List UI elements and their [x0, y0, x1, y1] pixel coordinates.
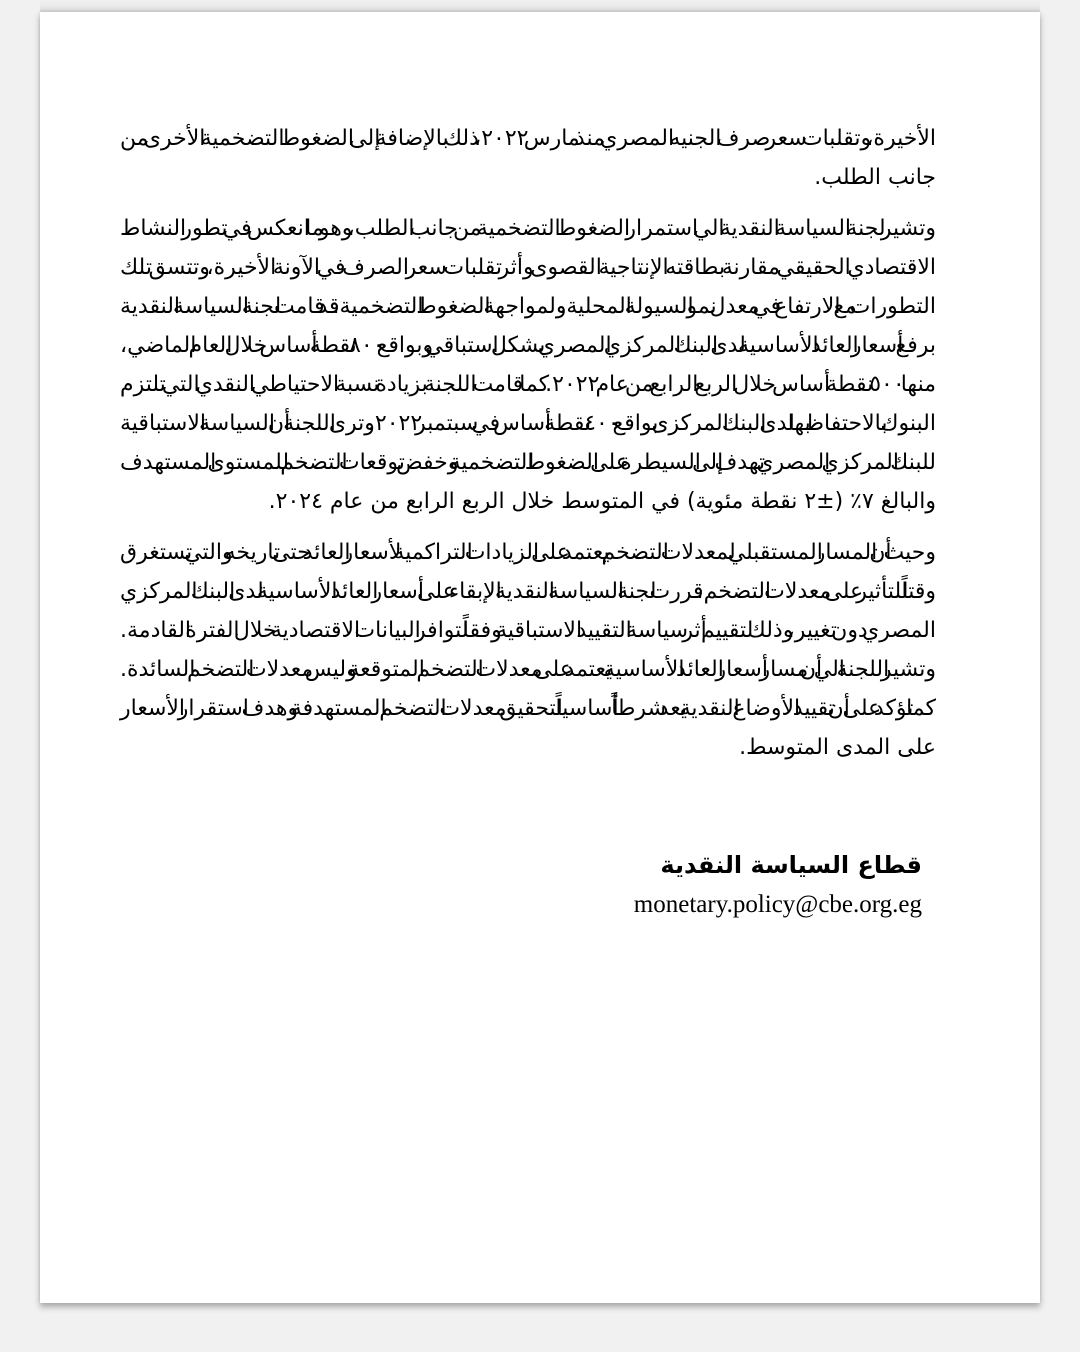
text-line: وحيث أن المسار المستقبلي لمعدلات التضخم يعتمد على الزيادات التراكمية لأسعار العائد حتى تاريخه والتي تستغرق — [120, 540, 936, 565]
document-page — [40, 12, 1040, 1303]
signature-email: monetary.policy@cbe.org.eg — [633, 891, 922, 918]
text-line: التطورات مع الارتفاع في معدل نمو السيولة المحلية. ولمواجهة الضغوط التضخمية، قد قامت لجنة السياسة النقدية — [120, 294, 936, 319]
paragraph — [120, 209, 936, 521]
text-line: الأخيرة، وتقلبات سعر صرف الجنيه المصري منذ مارس ٢٠٢٢، ذلك بالإضافة إلى الضغوط التضخمية الأخرى من — [120, 126, 936, 151]
text-line: وتشير اللجنة الي أن مسار أسعار العائد الأساسية يعتمد على معدلات التضخم المتوقعة وليس معدلات التضخم السائدة. — [120, 657, 936, 682]
page-gap-shadow — [40, 0, 1040, 12]
document-body — [120, 12, 936, 925]
text-line: على المدى المتوسط. — [739, 735, 936, 760]
paragraph — [120, 533, 936, 767]
text-line: وتشير لجنة السياسة النقدية الي استمرار الضغوط التضخمية من جانب الطلب، وهو ما انعكس في تطور النشاط — [120, 216, 936, 241]
text-line: منها ٥٠٠ نقطة أساس خلال الربع الرابع من عام ٢٠٢٢. كما قامت اللجنة بزيادة نسبة الاحتياطي النقدي التي تلتزم — [120, 372, 936, 397]
text-line: للبنك المركزي المصري تهدف إلى السيطرة على الضغوط التضخمية وخفض توقعات التضخم للمستوى المستهدف — [120, 450, 936, 475]
signature-block — [120, 845, 922, 925]
text-line: وقتاً للتأثير على معدلات التضخم، قررت لجنة السياسة النقدية الإبقاء على أسعار العائد الأساسية لدى البنك المركزي — [120, 579, 936, 604]
text-line: الاقتصادي الحقيقي مقارنة بطاقته الإنتاجية القصوى وأثر تقلبات سعر الصرف في الآونة الأخيرة، وتتسق تلك — [120, 255, 936, 280]
text-line: والبالغ ٧٪ (±٢ نقطة مئوية) في المتوسط خلال الربع الرابع من عام ٢٠٢٤. — [268, 489, 936, 514]
signature-department: قطاع السياسة النقدية — [660, 851, 922, 879]
text-line: كما تؤكد على أن تقييد الأوضاع النقدية يعد شرطاً أساسياً لتحقيق معدلات التضخم المستهدفة وهدف استقرار الأسعار — [120, 696, 936, 721]
text-line: المصري دون تغيير، وذلك لتقييم أثر سياسة التقييد الاستباقية وفقاً لتوافر البيانات الاقتصادية خلال الفترة القادمة. — [120, 618, 936, 643]
text-line: جانب الطلب. — [814, 165, 936, 190]
text-line: البنوك بالاحتفاظ بها لدى البنك المركزى بواقع ٤٠٠ نقطة أساس في سبتمبر ٢٠٢٢. وترى اللجنة أن السياسة الاستباقية — [120, 411, 936, 436]
text-line: برفع أسعار العائد الأساسية لدى البنك المركزي المصري بشكل استباقي وبواقع ٨٠٠ نقطة أساس خلال العام الماضي، — [120, 333, 936, 358]
paragraph — [120, 119, 936, 197]
